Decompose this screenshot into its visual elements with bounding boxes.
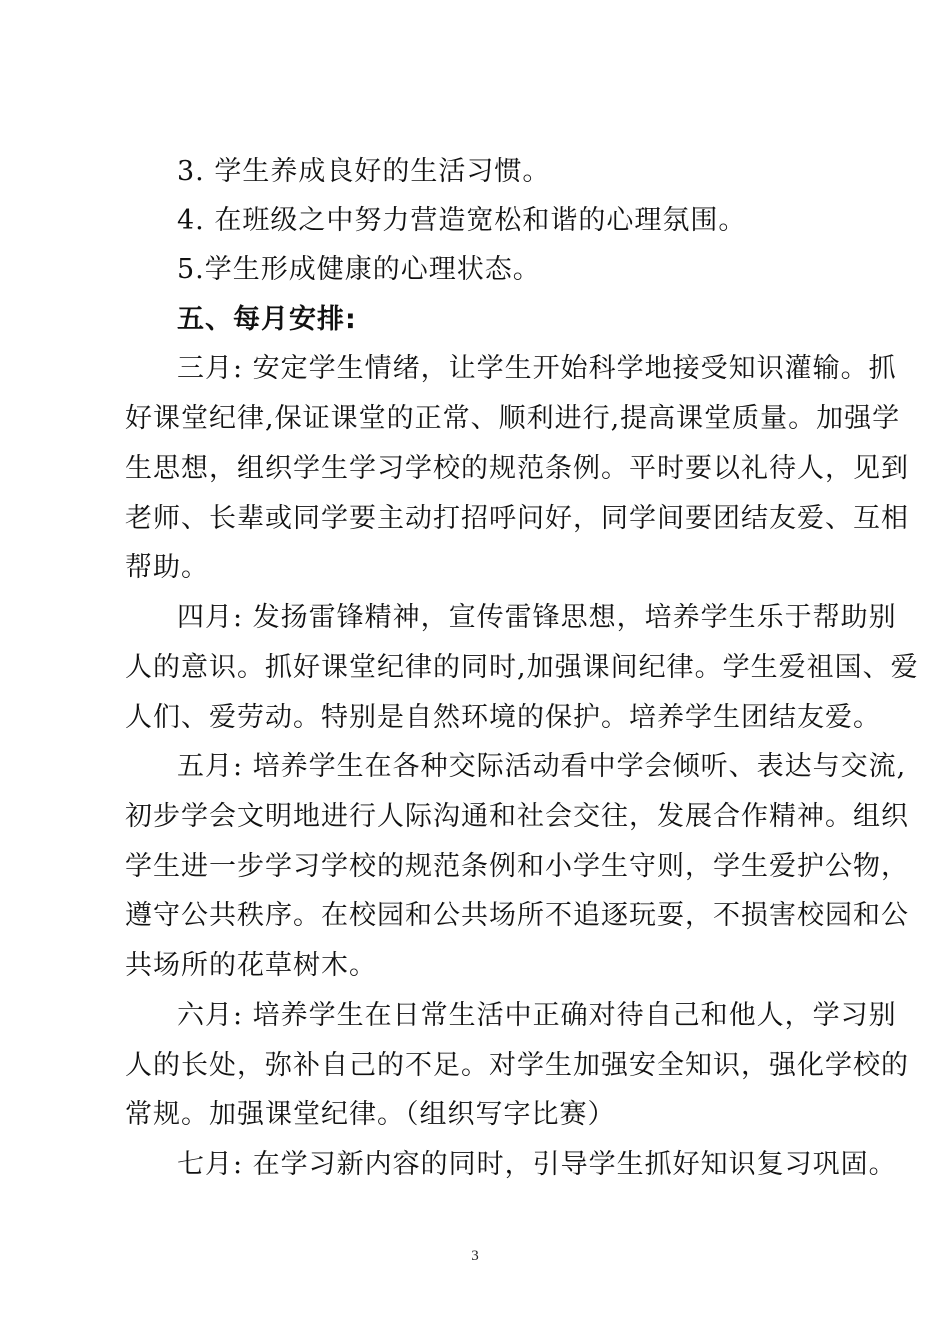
text-line-8: 老师、长辈或同学要主动打招呼问好，同学间要团结友爱、互相 <box>125 503 909 534</box>
text-line-5: 三月: 安定学生情绪，让学生开始科学地接受知识灌输。抓 <box>177 353 897 384</box>
text-line-3: 5.学生形成健康的心理状态。 <box>177 254 541 285</box>
text-line-19: 人的长处，弥补自己的不足。对学生加强安全知识，强化学校的 <box>125 1050 909 1081</box>
text-line-1: 3. 学生养成良好的生活习惯。 <box>177 156 551 187</box>
text-line-18: 六月: 培养学生在日常生活中正确对待自己和他人，学习别 <box>177 1000 897 1031</box>
text-line-2: 4. 在班级之中努力营造宽松和谐的心理氛围。 <box>177 205 747 236</box>
text-line-10: 四月: 发扬雷锋精神，宣传雷锋思想，培养学生乐于帮助别 <box>177 602 897 633</box>
text-line-20: 常规。加强课堂纪律。（组织写字比赛） <box>125 1099 616 1130</box>
text-line-12: 人们、爱劳动。特别是自然环境的保护。培养学生团结友爱。 <box>125 702 881 733</box>
text-line-7: 生思想，组织学生学习学校的规范条例。平时要以礼待人，见到 <box>125 453 909 484</box>
text-line-15: 学生进一步学习学校的规范条例和小学生守则，学生爱护公物， <box>125 851 909 882</box>
text-line-11: 人的意识。抓好课堂纪律的同时,加强课间纪律。学生爱祖国、爱 <box>125 652 919 683</box>
text-line-21: 七月: 在学习新内容的同时，引导学生抓好知识复习巩固。 <box>177 1149 897 1180</box>
text-line-17: 共场所的花草树木。 <box>125 950 377 981</box>
text-line-13: 五月: 培养学生在各种交际活动看中学会倾听、表达与交流, <box>177 751 907 782</box>
page-number: 3 <box>471 1248 479 1264</box>
text-line-14: 初步学会文明地进行人际沟通和社会交往，发展合作精神。组织 <box>125 801 909 832</box>
text-line-16: 遵守公共秩序。在校园和公共场所不追逐玩耍，不损害校园和公 <box>125 900 909 931</box>
section-heading: 五、每月安排: <box>177 304 357 335</box>
text-line-6: 好课堂纪律,保证课堂的正常、顺利进行,提高课堂质量。加强学 <box>125 403 901 434</box>
text-line-9: 帮助。 <box>125 552 209 583</box>
